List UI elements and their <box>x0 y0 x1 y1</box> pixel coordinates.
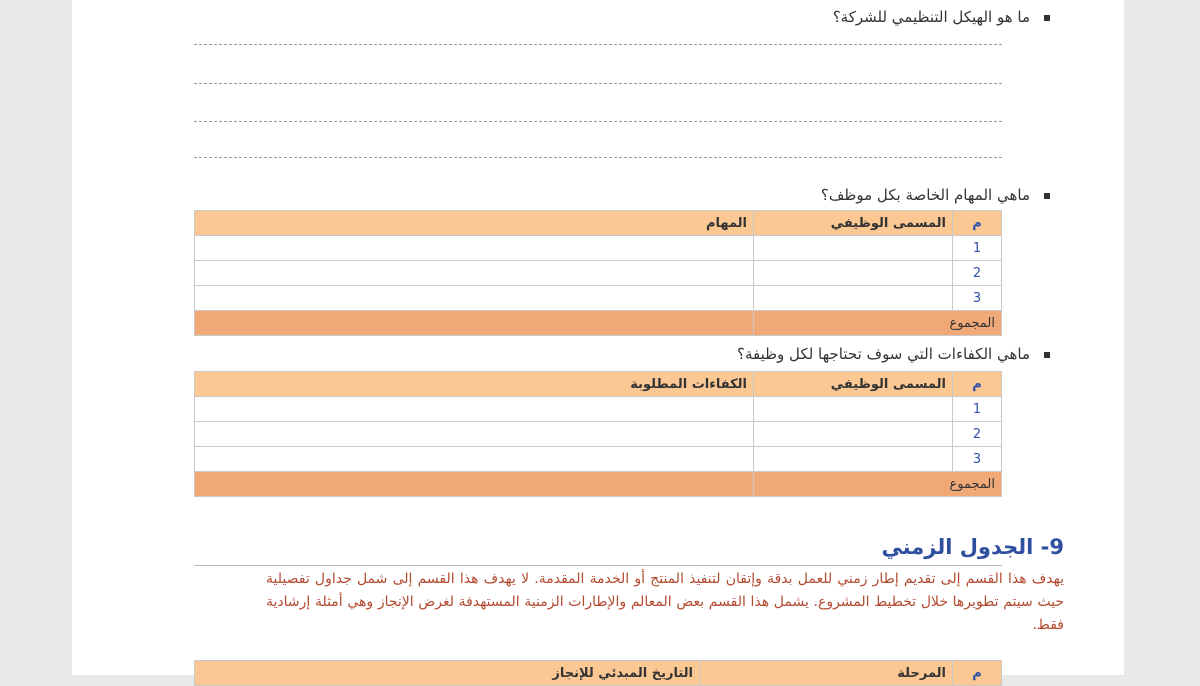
table-row <box>195 261 1002 286</box>
cell-job-title[interactable] <box>754 261 953 286</box>
table-total-row <box>195 311 1002 336</box>
header-num: م <box>953 211 1002 236</box>
table-row <box>195 286 1002 311</box>
table-header-row <box>195 211 1002 236</box>
cell-job-title[interactable] <box>754 397 953 422</box>
bullet-icon <box>1044 193 1050 199</box>
table-row <box>195 447 1002 472</box>
total-label: المجموع <box>754 472 1002 497</box>
tasks-table <box>194 210 1002 336</box>
header-num: م <box>953 661 1002 686</box>
table-row <box>195 422 1002 447</box>
cell-tasks[interactable] <box>195 261 754 286</box>
question-competencies: ماهي الكفاءات التي سوف تحتاجها لكل وظيفة؟ <box>737 345 1050 363</box>
question-tasks: ماهي المهام الخاصة بكل موظف؟ <box>821 186 1050 204</box>
cell-competencies[interactable] <box>195 447 754 472</box>
row-number: 2 <box>953 422 1002 447</box>
row-number: 1 <box>953 236 1002 261</box>
header-job-title: المسمى الوظيفي <box>754 372 953 397</box>
header-num: م <box>953 372 1002 397</box>
cell-total[interactable] <box>195 472 754 497</box>
section-heading: 9- الجدول الزمني <box>881 535 1064 559</box>
bullet-icon <box>1044 15 1050 21</box>
cell-job-title[interactable] <box>754 422 953 447</box>
answer-line <box>194 121 1002 122</box>
timeline-table <box>194 660 1002 686</box>
cell-tasks[interactable] <box>195 236 754 261</box>
row-number: 3 <box>953 286 1002 311</box>
total-label: المجموع <box>754 311 1002 336</box>
answer-line <box>194 44 1002 45</box>
row-number: 1 <box>953 397 1002 422</box>
competencies-table <box>194 371 1002 497</box>
bullet-icon <box>1044 352 1050 358</box>
document-page <box>72 0 1124 681</box>
cell-job-title[interactable] <box>754 286 953 311</box>
table-row <box>195 397 1002 422</box>
answer-line <box>194 157 1002 158</box>
cell-competencies[interactable] <box>195 422 754 447</box>
header-competencies: الكفاءات المطلوبة <box>195 372 754 397</box>
cell-job-title[interactable] <box>754 447 953 472</box>
header-tasks: المهام <box>195 211 754 236</box>
heading-rule <box>194 565 1002 566</box>
cell-total[interactable] <box>195 311 754 336</box>
header-phase: المرحلة <box>700 661 953 686</box>
header-job-title: المسمى الوظيفي <box>754 211 953 236</box>
header-date: التاريخ المبدئي للإنجاز <box>195 661 700 686</box>
table-total-row <box>195 472 1002 497</box>
cell-job-title[interactable] <box>754 236 953 261</box>
cell-competencies[interactable] <box>195 397 754 422</box>
row-number: 2 <box>953 261 1002 286</box>
table-header-row <box>195 661 1002 686</box>
row-number: 3 <box>953 447 1002 472</box>
cell-tasks[interactable] <box>195 286 754 311</box>
table-row <box>195 236 1002 261</box>
table-header-row <box>195 372 1002 397</box>
section-paragraph: يهدف هذا القسم إلى تقديم إطار زمني للعمل بدقة وإتقان لتنفيذ المنتج أو الخدمة المقدمة. لا يهدف هذا القسم إلى شمل جداول تفصيلية حيث سيتم تطويرها خلال تخطيط المشروع. يشمل هذا القسم بعض المعالم والإطارات الزمنية المستهدفة لغرض الإنجاز وهي أمثلة إرشادية فقط. <box>266 571 1064 633</box>
question-org-structure: ما هو الهيكل التنظيمي للشركة؟ <box>833 8 1050 26</box>
answer-line <box>194 83 1002 84</box>
